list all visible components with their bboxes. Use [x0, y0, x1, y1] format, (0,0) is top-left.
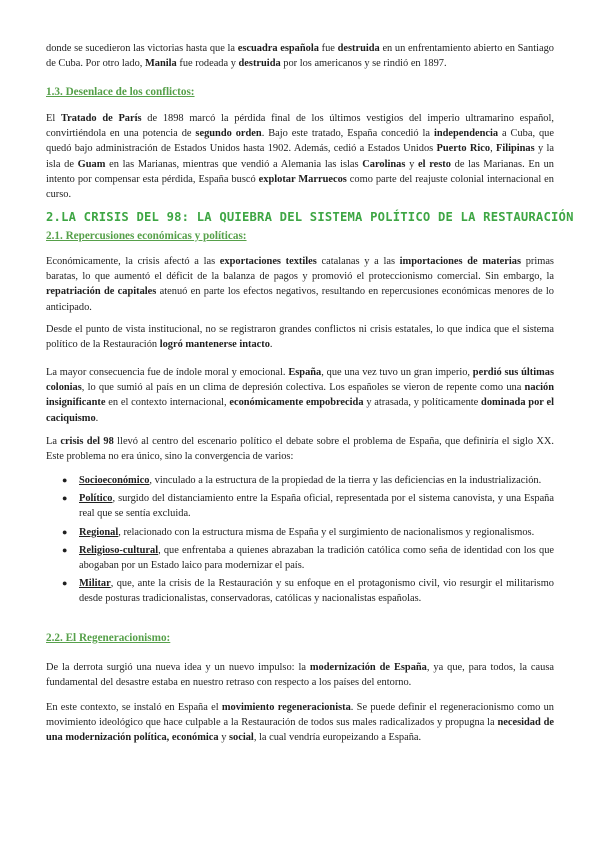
paragraph-economic-repercussions: Económicamente, la crisis afectó a las exportaciones textiles catalanas y a las importaciones de materias primas baratas, lo que aumentó el déficit de la balanza de pagos y promovió el proteccionismo comercial. Sin embargo, la repatriación de capitales atenuó en parte los efectos negativos, resultando en repercusiones económicas menores de lo anticipado.	[46, 256, 554, 313]
bullet-icon: ●	[62, 544, 68, 555]
paragraph-moral-consequence: La mayor consecuencia fue de índole moral y emocional. España, que una vez tuvo un gran imperio, perdió sus últimas colonias, lo que sumió al país en un clima de depresión colectiva. Los españoles se vieron de repente como una nación insignificante en el contexto internacional, económicamente empobrecida y atrasada, y políticamente dominada por el caciquismo.	[46, 367, 555, 424]
bullet-icon: ●	[62, 578, 68, 589]
list-item: ● Político, surgido del distanciamiento entre la España oficial, representada por el sistema canovista, y una España real que se sentía excluida.	[62, 493, 554, 520]
paragraph-treaty-of-paris: El Tratado de París de 1898 marcó la pérdida final de los últimos vestigios del imperio ultramarino español, convirtiéndola en una potencia de segundo orden. Bajo este tratado, España concedió la independencia a Cuba, que quedó bajo administración de Estados Unidos hasta 1902. Además, cedió a Estados Unidos Puerto Rico, Filipinas y la isla de Guam en las Marianas, mientras que vendió a Alemania las islas Carolinas y el resto de las Marianas. En un intento por compensar esta pérdida, España buscó explotar Marruecos como parte del reajuste colonial internacional en curso.	[46, 113, 555, 201]
chapter-heading-2: 2.LA CRISIS DEL 98: LA QUIEBRA DEL SISTEMA POLÍTICO DE LA RESTAURACIÓN	[46, 210, 574, 224]
paragraph-institutional: Desde el punto de vista institucional, no se registraron grandes conflictos ni crisis estatales, lo que indica que el sistema político de la Restauración logró mantenerse intacto.	[46, 324, 554, 351]
list-item: ● Regional, relacionado con la estructura misma de España y el surgimiento de nacionalismos y regionalismos.	[62, 525, 554, 540]
paragraph-regeneration-idea: De la derrota surgió una nueva idea y un nuevo impulso: la modernización de España, ya que, para todos, la causa fundamental del desastre estaba en nuestro retraso con respecto a los países del entorno.	[46, 662, 554, 689]
section-heading-1-3: 1.3. Desenlace de los conflictos:	[46, 86, 195, 98]
bullet-icon: ●	[62, 475, 68, 485]
problems-list	[62, 473, 554, 610]
list-item: ● Socioeconómico, vinculado a la estructura de la propiedad de la tierra y las deficiencias en la industrialización.	[62, 473, 554, 488]
section-heading-2-1: 2.1. Repercusiones económicas y políticas:	[46, 230, 247, 242]
paragraph-naval-defeats: donde se sucedieron las victorias hasta que la escuadra española fue destruida en un enfrentamiento abierto en Santiago de Cuba. Por otro lado, Manila fue rodeada y destruida por los americanos y se rindió en 1897.	[46, 43, 554, 70]
list-item: ● Militar, que, ante la crisis de la Restauración y su enfoque en el protagonismo civil, vio resurgir el militarismo desde posturas tradicionalistas, conservadoras, católicas y nacionalistas españolas.	[62, 578, 554, 605]
list-item: ● Religioso-cultural, que enfrentaba a quienes abrazaban la tradición católica como seña de identidad con los que abogaban por un Estado laico para modernizar el país.	[62, 544, 554, 572]
paragraph-regenerationism: En este contexto, se instaló en España el movimiento regeneracionista. Se puede definir el regeneracionismo como un movimiento ideológico que hace culpable a la Restauración de todos sus males radicalizados y propugna la necesidad de una modernización política, económica y social, la cual vendría europeizando a España.	[46, 702, 555, 744]
paragraph-crisis-98: La crisis del 98 llevó al centro del escenario político el debate sobre el problema de España, que definiría el siglo XX. Este problema no era único, sino la convergencia de varios:	[46, 436, 555, 463]
bullet-icon: ●	[62, 493, 68, 504]
bullet-icon: ●	[62, 526, 68, 537]
section-heading-2-2: 2.2. El Regeneracionismo:	[46, 632, 171, 644]
